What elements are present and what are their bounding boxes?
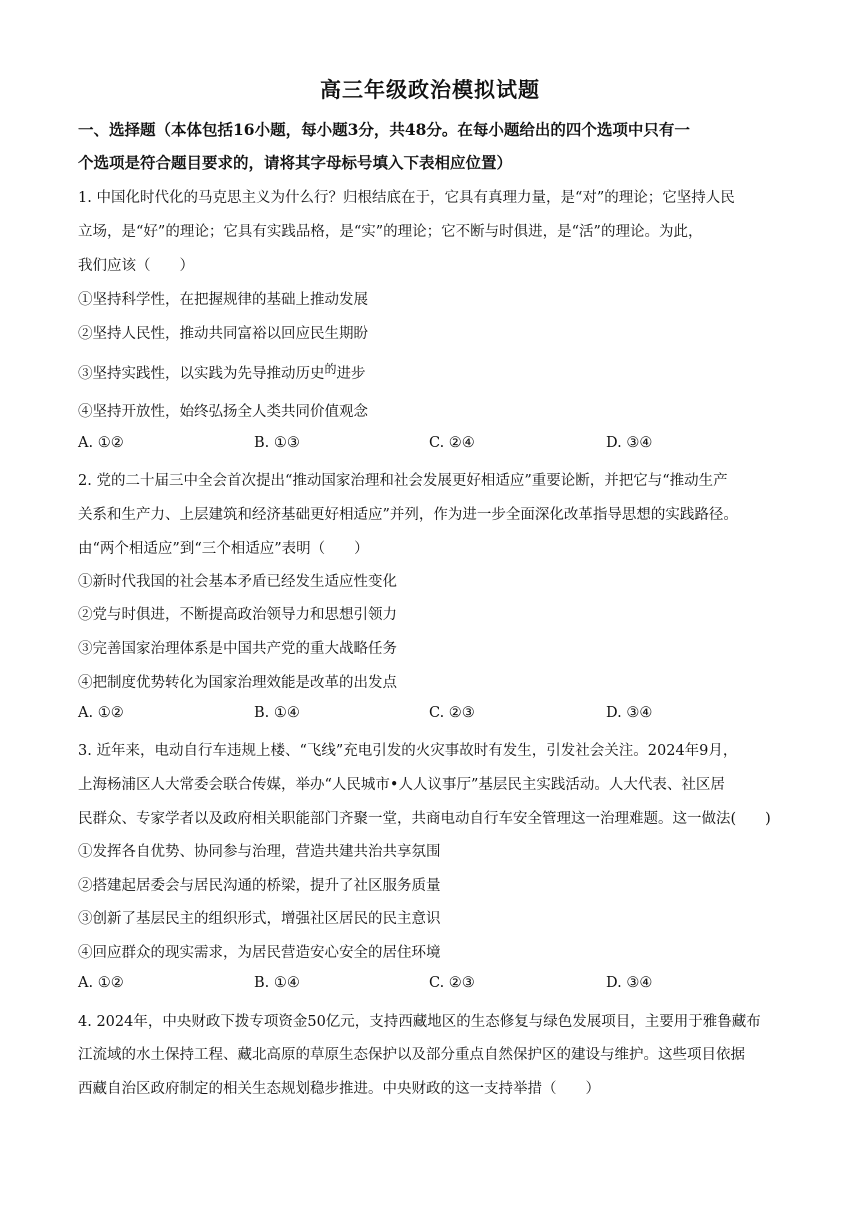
q1-statement-4: ④坚持开放性，始终弘扬全人类共同价值观念: [78, 404, 368, 420]
q2-option-d: D. ③④: [606, 705, 653, 721]
q2-stem-line-3: 由“两个相适应”到“三个相适应”表明（ ）: [78, 541, 369, 557]
q2-statement-3: ③完善国家治理体系是中国共产党的重大战略任务: [78, 641, 397, 657]
q1-stem-line-1: 1. 中国化时代化的马克思主义为什么行？归根结底在于，它具有真理力量，是“对”的理论；它坚持人民: [78, 190, 735, 206]
q4-stem-line-3: 西藏自治区政府制定的相关生态规划稳步推进。中央财政的这一支持举措（ ）: [78, 1081, 600, 1097]
q2-option-c: C. ②③: [429, 705, 475, 721]
q1-option-a: A. ①②: [78, 435, 124, 451]
q2-stem-line-2: 关系和生产力、上层建筑和经济基础更好相适应”并列，作为进一步全面深化改革指导思想的实践路径。: [78, 507, 738, 523]
q1-statement-3-superscript: 的: [324, 362, 337, 376]
q2-statement-4: ④把制度优势转化为国家治理效能是改革的出发点: [78, 675, 397, 691]
q1-statement-2: ②坚持人民性，推动共同富裕以回应民生期盼: [78, 326, 368, 342]
q4-stem-line-1: 4. 2024年，中央财政下拨专项资金50亿元，支持西藏地区的生态修复与绿色发展项目，主要用于雅鲁藏布: [78, 1014, 761, 1030]
q3-stem-line-1: 3. 近年来，电动自行车违规上楼、“飞线”充电引发的火灾事故时有发生，引发社会关注。2024年9月，: [78, 743, 738, 759]
q2-statement-2: ②党与时俱进，不断提高政治领导力和思想引领力: [78, 607, 397, 623]
q1-statement-3-main: ③坚持实践性，以实践为先导推动历史: [78, 366, 325, 382]
q3-stem-line-2: 上海杨浦区人大常委会联合传媒，举办“人民城市•人人议事厅”基层民主实践活动。人大代表、社区居: [78, 777, 725, 793]
q3-statement-2: ②搭建起居委会与居民沟通的桥梁，提升了社区服务质量: [78, 878, 441, 894]
q1-statement-1: ①坚持科学性，在把握规律的基础上推动发展: [78, 292, 368, 308]
q2-option-b: B. ①④: [254, 705, 300, 721]
section-heading-line-1: 一、选择题（本体包括16小题，每小题3分，共48分。在每小题给出的四个选项中只有一: [78, 120, 690, 139]
q3-option-d: D. ③④: [606, 975, 653, 991]
q3-option-a: A. ①②: [78, 975, 124, 991]
q3-option-c: C. ②③: [429, 975, 475, 991]
q1-option-c: C. ②④: [429, 435, 475, 451]
q2-stem-line-1: 2. 党的二十届三中全会首次提出“推动国家治理和社会发展更好相适应”重要论断，并把它与“推动生产: [78, 473, 728, 489]
q4-stem-line-2: 江流域的水土保持工程、藏北高原的草原生态保护以及部分重点自然保护区的建设与维护。这些项目依据: [78, 1047, 745, 1063]
q2-option-a: A. ①②: [78, 705, 124, 721]
q3-option-b: B. ①④: [254, 975, 300, 991]
section-heading-line-2: 个选项是符合题目要求的，请将其字母标号填入下表相应位置）: [78, 153, 513, 172]
q1-option-d: D. ③④: [606, 435, 653, 451]
page-title: 高三年级政治模拟试题: [320, 77, 540, 102]
q3-statement-1: ①发挥各自优势、协同参与治理，营造共建共治共享氛围: [78, 844, 441, 860]
q1-option-b: B. ①③: [254, 435, 300, 451]
q1-statement-3: [78, 362, 366, 383]
q1-stem-line-3: 我们应该（ ）: [78, 258, 194, 274]
q1-statement-3-end: 进步: [336, 366, 366, 382]
q2-statement-1: ①新时代我国的社会基本矛盾已经发生适应性变化: [78, 574, 397, 590]
q1-stem-line-2: 立场，是“好”的理论；它具有实践品格，是“实”的理论；它不断与时俱进，是“活”的理论。为此，: [78, 224, 703, 240]
q3-statement-4: ④回应群众的现实需求，为居民营造安心安全的居住环境: [78, 945, 441, 961]
q3-statement-3: ③创新了基层民主的组织形式，增强社区居民的民主意识: [78, 911, 441, 927]
q3-stem-line-3: 民群众、专家学者以及政府相关职能部门齐聚一堂，共商电动自行车安全管理这一治理难题。这一做法( ): [78, 811, 771, 827]
